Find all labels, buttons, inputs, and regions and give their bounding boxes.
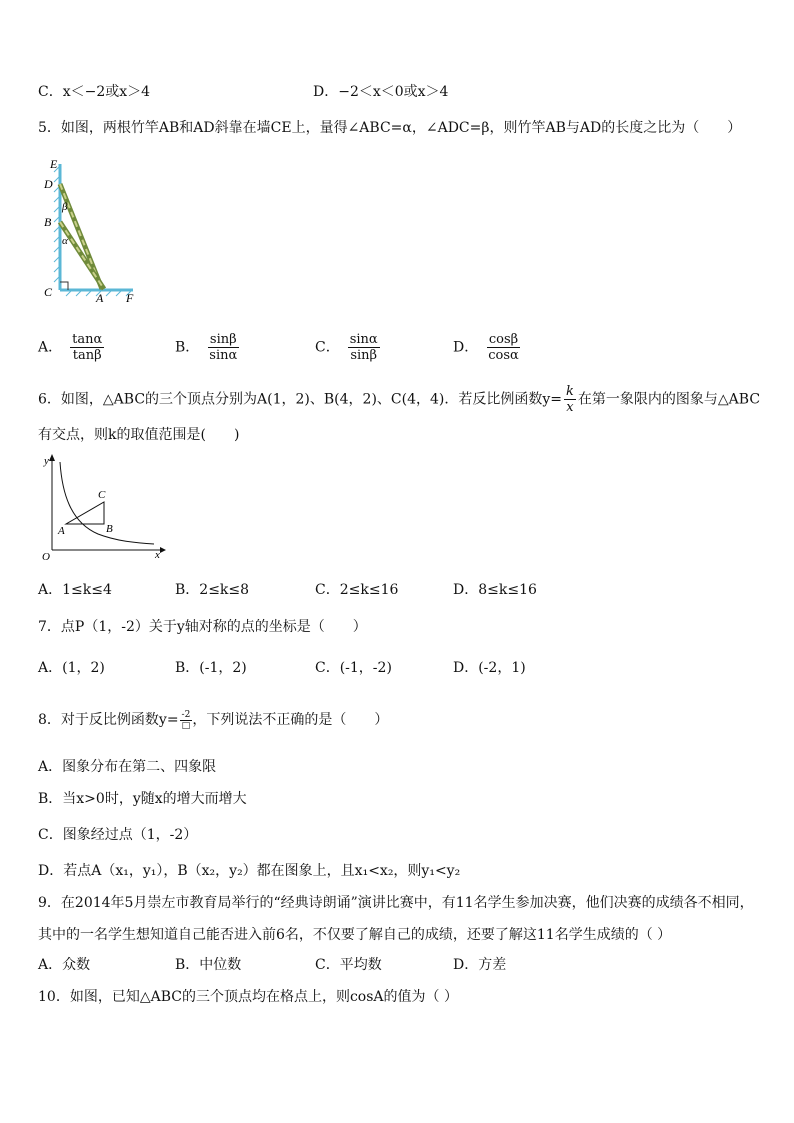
label-c: C	[44, 285, 53, 299]
label-b: B	[106, 523, 113, 535]
label-f: F	[126, 291, 134, 305]
fraction-denominator: sinβ	[350, 348, 378, 363]
label-alpha: α	[62, 235, 68, 247]
fraction-numerator: sinα	[349, 332, 378, 347]
q9-option-c: C．平均数	[315, 957, 382, 973]
q6-stem-a: 6．如图，△ABC的三个顶点分别为A(1，2)、B(4，2)、C(4，4)．若反比例函数y=	[38, 391, 563, 408]
label-a: A	[58, 525, 65, 537]
fraction-numerator: k	[566, 384, 574, 399]
fraction-denominator: □	[181, 720, 191, 731]
q5-option-c	[315, 332, 380, 363]
q6-option-b: B．2≤k≤8	[175, 582, 250, 598]
q6-stem-b: 在第一象限内的图象与△ABC	[577, 391, 761, 408]
q8-stem-a: 8．对于反比例函数y=	[38, 712, 179, 728]
option-letter: D．	[453, 339, 479, 356]
q6-option-a: A．1≤k≤4	[38, 582, 112, 598]
label-o: O	[42, 551, 50, 562]
q5-figure	[38, 152, 148, 308]
q7-option-c: C．(-1，-2)	[315, 660, 392, 676]
q6-stem-line2: 有交点，则k的取值范围是( )	[38, 427, 240, 443]
option-fraction	[70, 332, 104, 363]
fraction-numerator: -2	[181, 709, 191, 720]
fraction-denominator: cosα	[488, 348, 519, 363]
q8-option-d: D．若点A（x₁，y₁），B（x₂，y₂）都在图象上，且x₁<x₂，则y₁<y₂	[38, 863, 461, 879]
option-fraction	[486, 332, 521, 363]
q9-stem-line2: 其中的一名学生想知道自己能否进入前6名，不仅要了解自己的成绩，还要了解这11名学生成绩的（ ）	[38, 927, 672, 943]
q8-stem-b: ，下列说法不正确的是（ ）	[192, 712, 389, 728]
option-letter: C．	[315, 339, 340, 356]
triangle-abc	[66, 502, 104, 524]
q6-figure	[36, 452, 166, 562]
label-b: B	[44, 215, 52, 229]
q5-option-a	[38, 332, 104, 363]
x-axis-arrow	[160, 547, 166, 553]
q7-option-d: D．(-2，1)	[453, 660, 526, 676]
q8-option-a: A．图象分布在第二、四象限	[38, 759, 217, 775]
q6-option-d: D．8≤k≤16	[453, 582, 537, 598]
label-x: x	[155, 549, 160, 561]
option-letter: B．	[175, 339, 200, 356]
fraction-denominator: sinα	[209, 348, 238, 363]
label-c: C	[98, 489, 106, 501]
q5-option-b	[175, 332, 239, 363]
q4-option-d: D．−2＜x＜0或x＞4	[313, 84, 449, 100]
q7-option-b: B．(-1，2)	[175, 660, 247, 676]
fraction-numerator: tanα	[72, 332, 103, 347]
fraction-numerator: cosβ	[488, 332, 519, 347]
q9-option-b: B．中位数	[175, 957, 242, 973]
label-e: E	[50, 157, 58, 171]
q5-option-d	[453, 332, 521, 363]
q9-stem-line1: 9．在2014年5月崇左市教育局举行的“经典诗朗诵”演讲比赛中，有11名学生参加决赛，他们决赛的成绩各不相同，	[38, 895, 754, 911]
fraction-denominator: tanβ	[72, 348, 102, 363]
q4-option-c: C．x＜−2或x＞4	[38, 84, 151, 100]
q5-stem: 5．如图，两根竹竿AB和AD斜靠在墙CE上，量得∠ABC=α，∠ADC=β，则竹竿AB与AD的长度之比为（ ）	[38, 120, 742, 136]
option-letter: A．	[38, 339, 63, 356]
q8-option-b: B．当x>0时，y随x的增大而增大	[38, 791, 247, 807]
q9-option-d: D．方差	[453, 957, 507, 973]
q8-fraction	[180, 710, 193, 731]
q7-option-a: A．(1，2)	[38, 660, 105, 676]
label-beta: β	[62, 201, 68, 213]
fraction-denominator: x	[566, 400, 574, 415]
option-fraction	[348, 332, 380, 363]
y-axis-arrow	[49, 454, 55, 461]
label-y: y	[44, 455, 49, 467]
q8-option-c: C．图象经过点（1，-2）	[38, 827, 198, 843]
label-d: D	[44, 177, 53, 191]
q6-stem-line1	[38, 384, 760, 415]
fraction-numerator: sinβ	[209, 332, 237, 347]
q6-option-c: C．2≤k≤16	[315, 582, 399, 598]
label-a: A	[96, 291, 104, 305]
q7-stem: 7．点P（1，-2）关于y轴对称的点的坐标是（ ）	[38, 619, 367, 635]
q6-fraction	[564, 384, 576, 415]
q8-stem	[38, 707, 388, 733]
q10-stem: 10．如图，已知△ABC的三个顶点均在格点上，则cosA的值为（ ）	[38, 989, 458, 1005]
option-fraction	[207, 332, 239, 363]
q9-option-a: A．众数	[38, 957, 91, 973]
